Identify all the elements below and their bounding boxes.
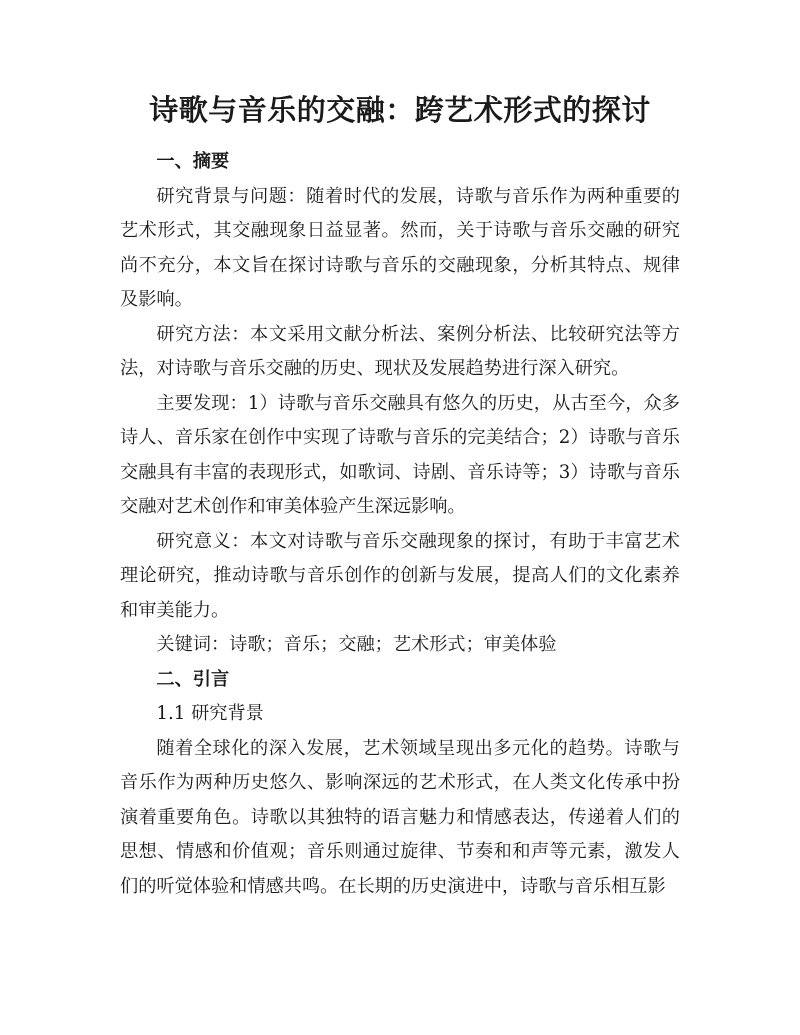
abstract-background-paragraph: 研究背景与问题：随着时代的发展，诗歌与音乐作为两种重要的艺术形式，其交融现象日益显著。然而，关于诗歌与音乐交融的研究尚不充分，本文旨在探讨诗歌与音乐的交融现象，分析其特点、规律及影响。: [120, 185, 680, 310]
intro-subheading: 1.1 研究背景: [156, 703, 264, 724]
abstract-findings-paragraph: 主要发现：1）诗歌与音乐交融具有悠久的历史，从古至今，众多诗人、音乐家在创作中实现了诗歌与音乐的完美结合；2）诗歌与音乐交融具有丰富的表现形式，如歌词、诗剧、音乐诗等；3）诗歌与音乐交融对艺术创作和审美体验产生深远影响。: [120, 392, 680, 517]
document-body: [120, 145, 680, 904]
abstract-methods-paragraph: 研究方法：本文采用文献分析法、案例分析法、比较研究法等方法，对诗歌与音乐交融的历史、现状及发展趋势进行深入研究。: [120, 323, 680, 379]
abstract-significance-paragraph: 研究意义：本文对诗歌与音乐交融现象的探讨，有助于丰富艺术理论研究，推动诗歌与音乐创作的创新与发展，提高人们的文化素养和审美能力。: [120, 530, 680, 621]
intro-heading: 二、引言: [156, 668, 230, 690]
document-title: 诗歌与音乐的交融：跨艺术形式的探讨: [149, 93, 651, 127]
intro-paragraph: 随着全球化的深入发展，艺术领域呈现出多元化的趋势。诗歌与音乐作为两种历史悠久、影响深远的艺术形式，在人类文化传承中扮演着重要角色。诗歌以其独特的语言魅力和情感表达，传递着人们的思想、情感和价值观；音乐则通过旋律、节奏和和声等元素，激发人们的听觉体验和情感共鸣。在长期的历史演进中，诗歌与音乐相互影: [120, 737, 680, 897]
keywords-line: 关键词：诗歌；音乐；交融；艺术形式；审美体验: [156, 634, 557, 655]
abstract-heading: 一、摘要: [156, 151, 230, 172]
